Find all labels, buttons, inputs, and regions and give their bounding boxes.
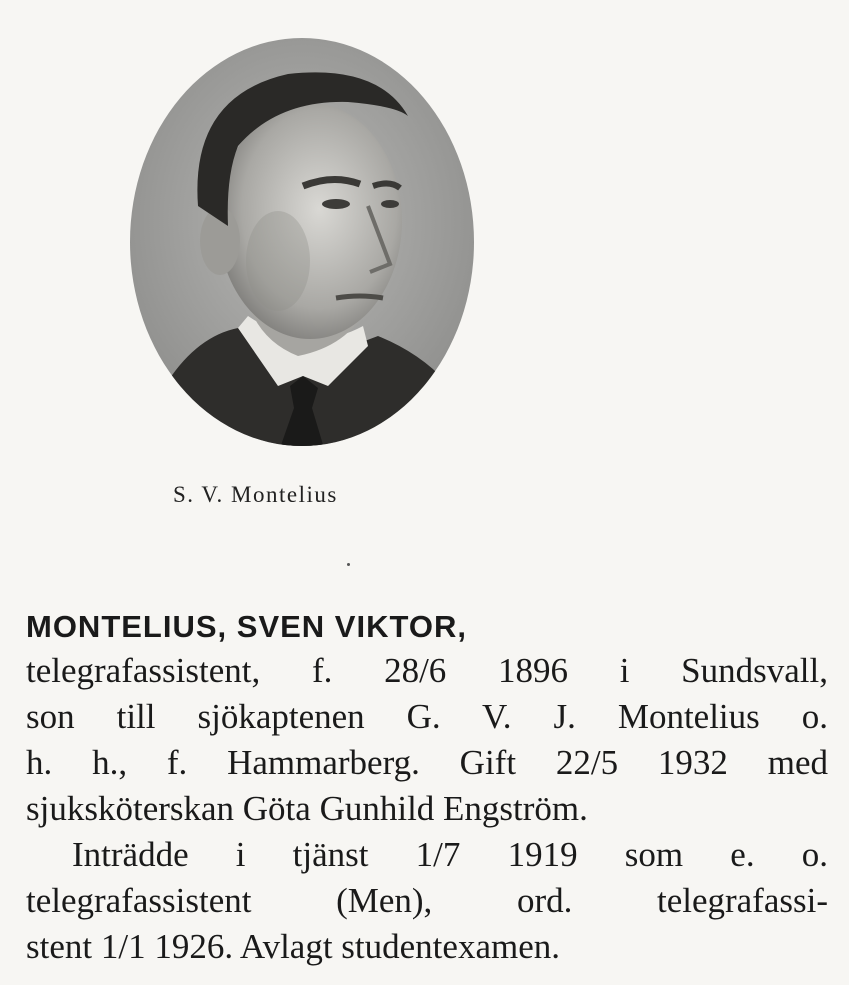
entry-line: stent 1/1 1926. Avlagt studentexamen. bbox=[26, 927, 560, 966]
entry-line: sjuksköterskan Göta Gunhild Engström. bbox=[26, 789, 588, 828]
entry-line: Inträdde i tjänst 1/7 1919 som e. o. bbox=[72, 835, 828, 874]
portrait-photo bbox=[128, 36, 476, 448]
entry-line: h. h., f. Hammarberg. Gift 22/5 1932 med bbox=[26, 743, 828, 782]
biography-entry bbox=[26, 606, 828, 970]
print-speck bbox=[347, 563, 350, 566]
photo-caption: S. V. Montelius bbox=[173, 482, 338, 507]
entry-heading: MONTELIUS, SVEN VIKTOR, bbox=[26, 609, 467, 644]
entry-line: telegrafassistent (Men), ord. telegrafassi- bbox=[26, 881, 828, 920]
entry-line: son till sjökaptenen G. V. J. Montelius o. bbox=[26, 697, 828, 736]
entry-line: telegrafassistent, f. 28/6 1896 i Sundsvall, bbox=[26, 651, 828, 690]
